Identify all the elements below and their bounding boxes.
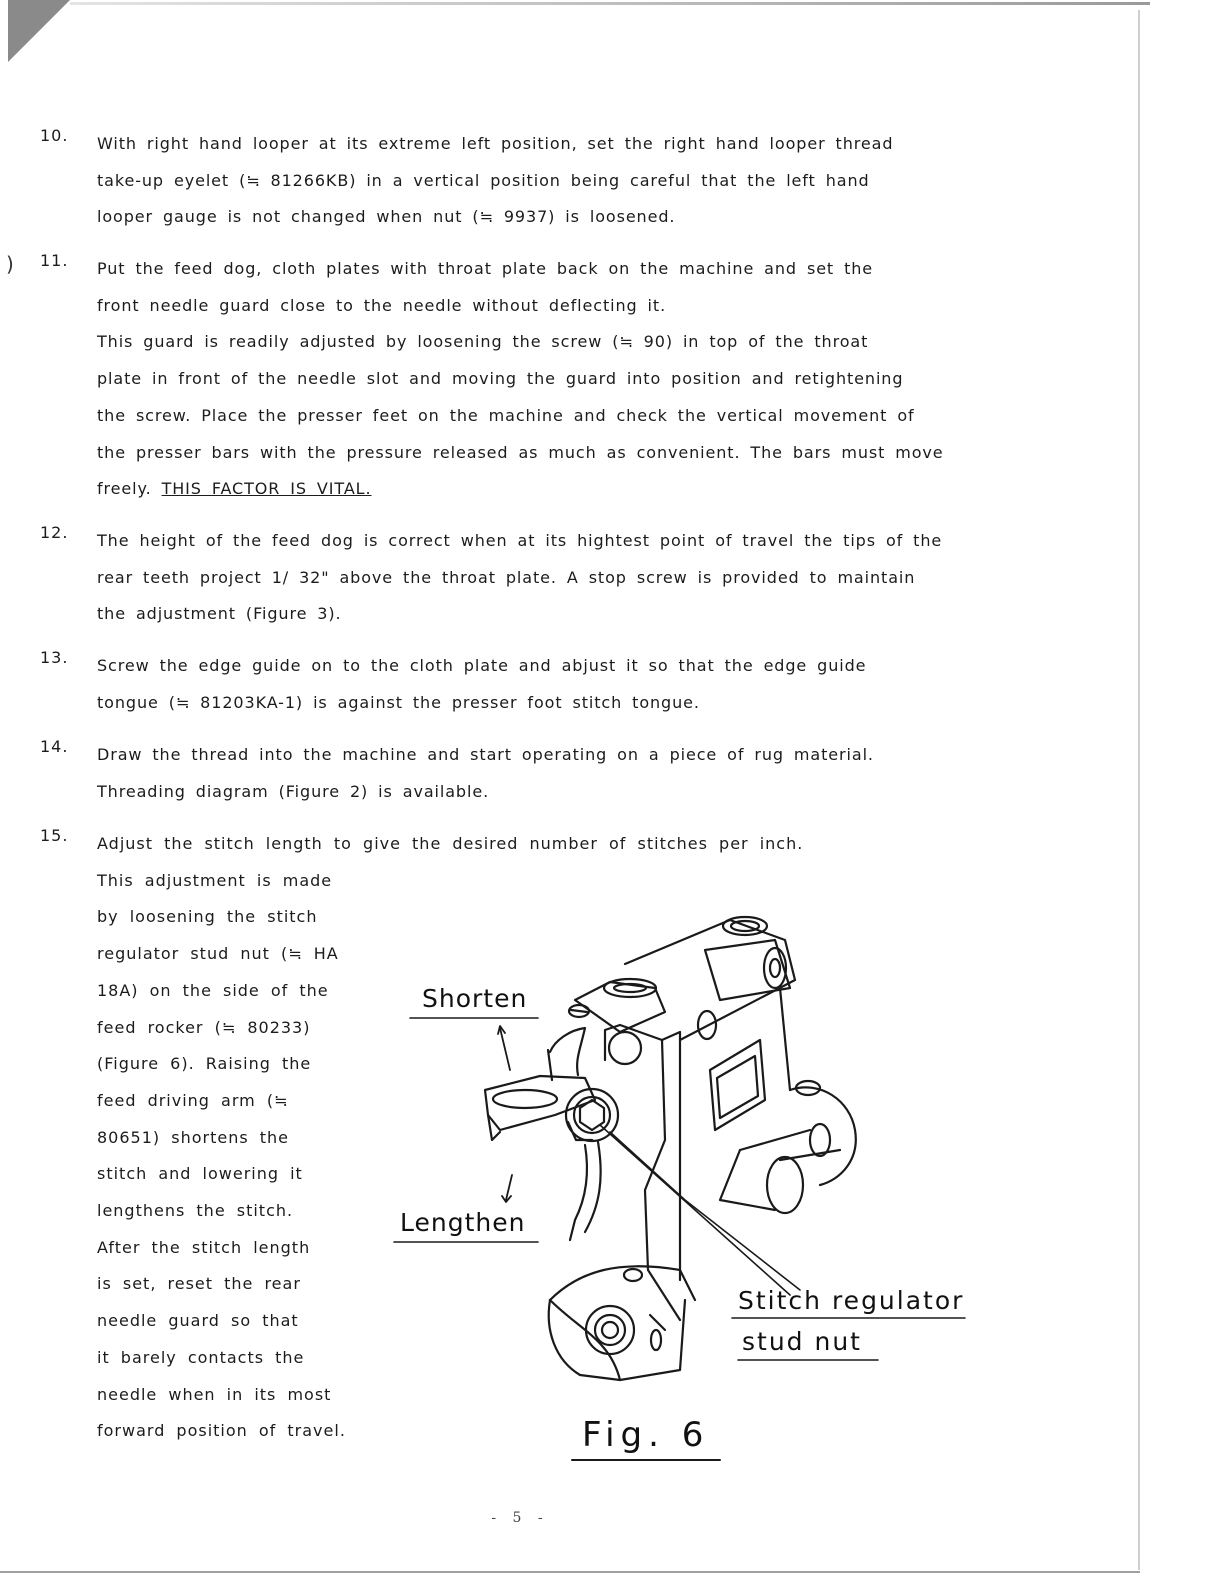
figure-caption: Fig. 6 — [582, 1415, 710, 1455]
text-line: needle when in its most — [97, 1384, 332, 1404]
text-line: feed rocker (≒ 80233) — [97, 1017, 311, 1037]
text-line: feed driving arm (≒ — [97, 1090, 289, 1110]
text-line: Threading diagram (Figure 2) is available. — [97, 781, 490, 801]
stitch-regulator-label: Stitch regulator — [738, 1286, 965, 1315]
text-line: The height of the feed dog is correct when at its hightest point of travel the tips of the — [97, 531, 943, 550]
text-line: needle guard so that — [97, 1311, 299, 1331]
instruction-item-13 — [40, 648, 1000, 721]
text-line: the presser bars with the pressure released as much as convenient. The bars must move — [97, 442, 944, 462]
figure-6 — [380, 900, 990, 1490]
instruction-item-11 — [40, 251, 1000, 508]
item-number: 10. — [40, 126, 69, 145]
right-edge-rule — [1138, 10, 1140, 1570]
text-line: After the stitch length — [97, 1237, 311, 1257]
item-number: 13. — [40, 648, 69, 667]
text-line: by loosening the stitch — [97, 907, 318, 927]
instruction-item-10 — [40, 126, 1000, 236]
shorten-label: Shorten — [422, 984, 528, 1013]
text-line: 18A) on the side of the — [97, 980, 329, 1000]
text-line-prefix: freely. — [97, 479, 162, 499]
text-line: (Figure 6). Raising the — [97, 1054, 312, 1074]
text-line: looper gauge is not changed when nut (≒ 9937) is loosened. — [97, 207, 676, 227]
text-line: Adjust the stitch length to give the desired number of stitches per inch. — [97, 834, 804, 853]
text-line: tongue (≒ 81203KA-1) is against the presser foot stitch tongue. — [97, 692, 700, 712]
lengthen-label: Lengthen — [400, 1208, 526, 1237]
instruction-item-12 — [40, 523, 1000, 633]
page-number: - 5 - — [491, 1510, 549, 1526]
text-line: This adjustment is made — [97, 870, 333, 890]
item-text — [97, 648, 1000, 721]
page-corner-fold — [8, 0, 70, 62]
text-line: take-up eyelet (≒ 81266KB) in a vertical position being careful that the left hand — [97, 170, 870, 190]
text-line: Draw the thread into the machine and start operating on a piece of rug material. — [97, 745, 874, 764]
text-line: the screw. Place the presser feet on the machine and check the vertical movement of — [97, 405, 915, 425]
text-line: the adjustment (Figure 3). — [97, 604, 342, 624]
text-line: plate in front of the needle slot and moving the guard into position and retightening — [97, 369, 904, 389]
text-line: Put the feed dog, cloth plates with throat plate back on the machine and set the — [97, 259, 874, 278]
vital-warning: THIS FACTOR IS VITAL. — [161, 479, 372, 499]
item-text — [97, 523, 1000, 633]
scan-mark: ) — [6, 252, 14, 276]
text-line: With right hand looper at its extreme left position, set the right hand looper thread — [97, 134, 894, 153]
text-line: is set, reset the rear — [97, 1274, 301, 1294]
instruction-item-14 — [40, 737, 1000, 810]
stud-nut-label: stud nut — [742, 1327, 862, 1356]
text-line: it barely contacts the — [97, 1347, 305, 1367]
text-line — [97, 471, 1000, 508]
item-number: 11. — [40, 251, 69, 270]
item-number: 14. — [40, 737, 69, 756]
text-line: front needle guard close to the needle without deflecting it. — [97, 295, 667, 315]
text-line: stitch and lowering it — [97, 1164, 303, 1184]
text-line: 80651) shortens the — [97, 1127, 290, 1147]
item-text — [97, 126, 1000, 236]
item-number: 12. — [40, 523, 69, 542]
text-line: lengthens the stitch. — [97, 1201, 294, 1221]
item-text — [97, 251, 1000, 508]
top-edge-rule — [70, 2, 1150, 5]
text-line: rear teeth project 1∕ 32" above the throat plate. A stop screw is provided to maintain — [97, 567, 916, 587]
text-line: This guard is readily adjusted by loosening the screw (≒ 90) in top of the throat — [97, 332, 869, 352]
item-text — [97, 737, 1000, 810]
bottom-edge-rule — [0, 1571, 1140, 1573]
text-line: Screw the edge guide on to the cloth plate and abjust it so that the edge guide — [97, 656, 867, 675]
text-line: forward position of travel. — [97, 1421, 346, 1441]
item-number: 15. — [40, 826, 69, 845]
text-line: regulator stud nut (≒ HA — [97, 944, 339, 964]
